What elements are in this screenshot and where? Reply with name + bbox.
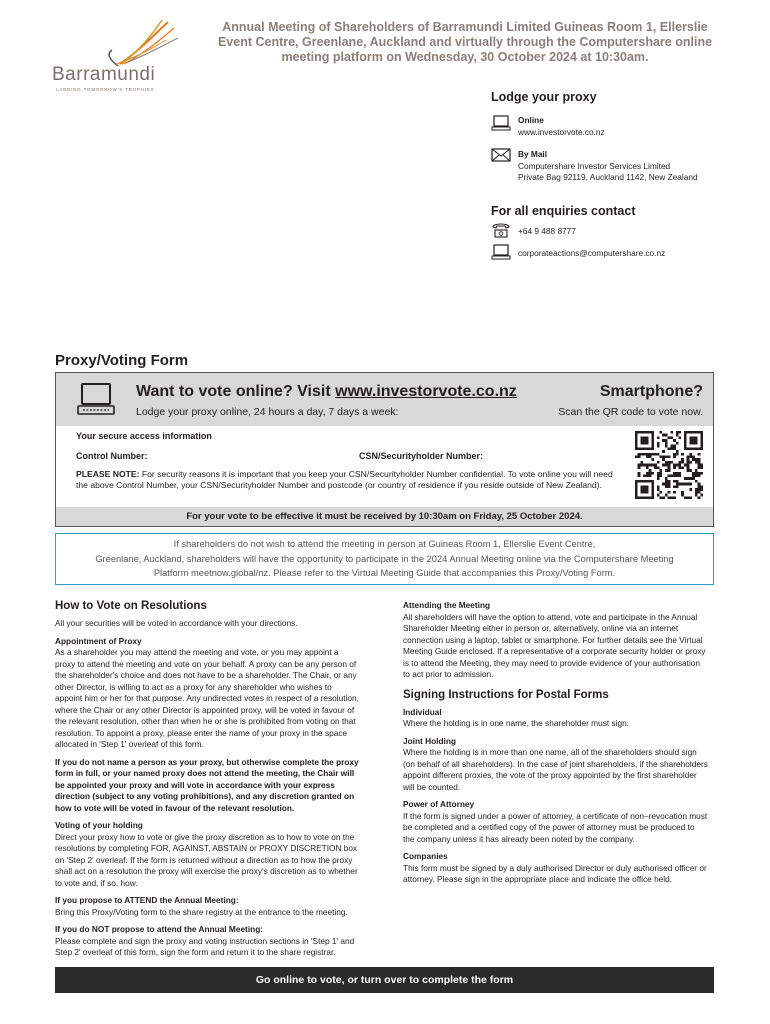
not-attend-text: Please complete and sign the proxy and voting instruction sections in 'Step 1' and Step 2' overleaf of this form, sign the form and return it to the share registrar.: [55, 935, 355, 957]
footer-banner: Go online to vote, or turn over to complete the form: [55, 967, 714, 993]
appointment-text: As a shareholder you may attend the meeting and vote, or you may appoint a proxy to attend the meeting and vote on your behalf. A proxy can be any person of the shareholder's choice and does not have to be a shareholder. The Chair, or any other Director, is willing to act as a proxy for any shareholder who wishes to appoint him or her for that purpose. Any undirected votes in respect of a resolution, where the Chair or any other Director is appointed proxy, will be voted in favour of the relevant resolution, other than when he or she is prohibited from voting on that resolution. To appoint a proxy, please enter the name of your proxy in the space allocated in 'Step 1' overleaf of this form.: [55, 647, 359, 749]
mail-line2: Private Bag 92119, Auckland 1142, New Zealand: [518, 172, 698, 182]
security-note: PLEASE NOTE: For security reasons it is important that you keep your CSN/Securityholder Number confidential. To vote online you will need the above Control Number, your CSN/Securityholder Number and postcode (or country of residence if you reside outside of New Zealand).: [76, 469, 613, 490]
poa-text: If the form is signed under a power of attorney, a certificate of non–revocation must be completed and a certified copy of the power of attorney must be produced to the company unless it has already been noted by the company.: [403, 810, 708, 844]
deadline-banner: For your vote to be effective it must be received by 10:30am on Friday, 25 October 2024.: [56, 507, 713, 526]
smartphone-heading: Smartphone?: [599, 383, 703, 400]
csn-label: CSN/Securityholder Number:: [359, 451, 484, 461]
mail-label: By Mail: [518, 149, 548, 159]
mail-icon: [491, 147, 511, 163]
enquiries-email[interactable]: corporateactions@computershare.co.nz: [518, 248, 666, 258]
signing-title: Signing Instructions for Postal Forms: [403, 688, 609, 701]
joint-heading: Joint Holding: [403, 735, 456, 746]
logo-tagline: LANDING TOMORROW'S TROPHIES: [56, 87, 155, 92]
logo-wordmark: Barramundi: [52, 64, 156, 85]
meeting-title: Annual Meeting of Shareholders of Barramundi Limited Guineas Room 1, Ellerslie Event Centre, Greenlane, Auckland and virtually through the Computershare online meeting platform on Wednesday, 30 October 2024 at 10:30am.: [217, 20, 713, 64]
appointment-heading: Appointment of Proxy: [55, 635, 142, 646]
how-to-vote-title: How to Vote on Resolutions: [55, 600, 207, 612]
investorvote-link[interactable]: www.investorvote.co.nz: [335, 383, 517, 400]
attending-text: All shareholders will have the option to attend, vote and participate in the Annual Shareholder Meeting either in person or, alternatively, online via an internet connection using a laptop, tablet or smartphone. For further details see the Virtual Meeting Guide enclosed. If a representative of a corporate security holder or proxy is to attend the Meeting, they may need to provide evidence of your authorisation to act prior to admission.: [403, 611, 706, 679]
vote-online-subtext: Lodge your proxy online, 24 hours a day, 7 days a week:: [136, 406, 399, 418]
computer-icon: [491, 244, 511, 260]
phone-icon: [491, 222, 511, 238]
computer-icon: [491, 115, 511, 131]
how-to-vote-section: [55, 600, 360, 959]
qr-code-icon[interactable]: [634, 431, 704, 499]
secure-access-heading: Your secure access information: [76, 431, 212, 441]
laptop-icon: [76, 382, 116, 416]
online-url[interactable]: www.investorvote.co.nz: [518, 126, 605, 137]
phone-number[interactable]: +64 9 488 8777: [518, 226, 576, 236]
individual-text: Where the holding is in one name, the shareholder must sign.: [403, 718, 629, 728]
companies-text: This form must be signed by a duly authorised Director or duly authorised officer or attorney. Please sign in the appropriate place and indicate the office held.: [403, 862, 707, 884]
barramundi-logo: [50, 20, 180, 100]
online-label: Online: [518, 115, 544, 125]
enquiries-heading: For all enquiries contact: [491, 204, 636, 218]
voting-heading: Voting of your holding: [55, 820, 143, 830]
individual-heading: Individual: [403, 706, 442, 717]
default-chair-text: If you do not name a person as your proxy, but otherwise complete the proxy form in full, or your named proxy does not attend the meeting, the Chair will be appointed your proxy and will vote in accordance with your express direction (subject to any voting prohibitions), and any discretion granted on how to vote will be voted in favour of the relevant resolution.: [55, 756, 359, 813]
form-title: Proxy/Voting Form: [55, 352, 189, 369]
fly-lure-icon: [50, 20, 180, 70]
smartphone-subtext: Scan the QR code to vote now.: [558, 406, 703, 418]
attend-heading: If you propose to ATTEND the Annual Meeting:: [55, 895, 239, 905]
attend-text: Bring this Proxy/Voting form to the share registry at the entrance to the meeting.: [55, 906, 348, 917]
right-column: [403, 600, 708, 886]
attending-heading: Attending the Meeting: [403, 600, 491, 610]
vote-online-heading: Want to vote online? Visit www.investorvote.co.nz: [136, 383, 517, 400]
companies-heading: Companies: [403, 851, 448, 861]
not-attend-heading: If you do NOT propose to attend the Annual Meeting:: [55, 924, 264, 934]
control-number-label: Control Number:: [76, 451, 148, 461]
vote-online-box: [55, 372, 714, 527]
joint-text: Where the holding is in more than one name, all of the shareholders should sign (on behalf of all shareholders). In the case of joint shareholders, if the shareholders appoint different proxies, the vote of the proxy appointed by the first shareholder will be counted.: [403, 747, 708, 792]
lodge-heading: Lodge your proxy: [491, 90, 597, 104]
how-to-vote-intro: All your securities will be voted in accordance with your directions.: [55, 618, 298, 628]
vote-online-header: [56, 373, 713, 426]
virtual-meeting-note: If shareholders do not wish to attend the meeting in person at Guineas Room 1, Ellerslie Event Centre, Greenlane, Auckland, shareholders will have the opportunity to participate in the 2024 Annual Meeting online via the Computershare Meeting Platform meetnow.global/nz. Please refer to the Virtual Meeting Guide that accompanies this Proxy/Voting Form.: [55, 533, 714, 585]
poa-heading: Power of Attorney: [403, 799, 475, 809]
voting-text: Direct your proxy how to vote or give the proxy discretion as to how to vote on the resolutions by completing FOR, AGAINST, ABSTAIN or PROXY DISCRETION box on 'Step 2' overleaf. If the form is returned without a direction as to how the proxy shall act on a resolution the proxy will exercise the proxy's discretion as to whether to vote and, if so, how.: [55, 831, 358, 888]
mail-line1: Computershare Investor Services Limited: [518, 160, 671, 171]
